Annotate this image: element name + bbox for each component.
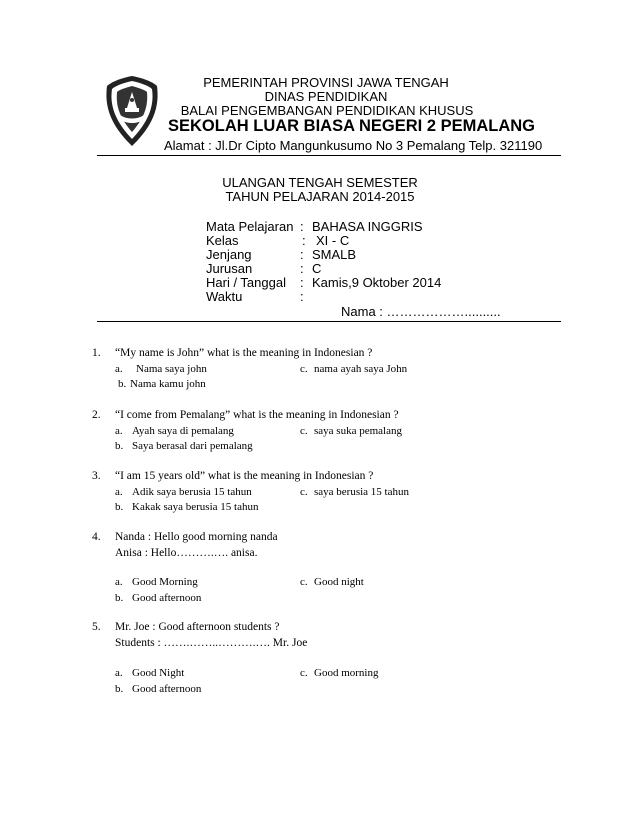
info-colon: : xyxy=(300,247,304,262)
question-text: Nanda : Hello good morning nanda xyxy=(115,531,278,543)
option-text: Nama saya john xyxy=(136,363,207,375)
option-text: saya suka pemalang xyxy=(314,425,402,437)
info-label: Waktu xyxy=(206,289,243,304)
option-letter: c. xyxy=(300,363,308,375)
letterhead-divider xyxy=(97,155,561,156)
letterhead-office: BALAI PENGEMBANGAN PENDIDIKAN KHUSUS xyxy=(180,103,474,118)
info-value: Kamis,9 Oktober 2014 xyxy=(312,275,442,290)
question-number: 2. xyxy=(92,409,101,421)
option-letter: c. xyxy=(300,425,308,437)
info-value: BAHASA INGGRIS xyxy=(312,219,423,234)
exam-title: ULANGAN TENGAH SEMESTER xyxy=(222,175,418,190)
option-letter: a. xyxy=(115,486,123,498)
option-text: Nama kamu john xyxy=(130,378,206,390)
info-label: Hari / Tanggal xyxy=(206,275,286,290)
question-text: Mr. Joe : Good afternoon students ? xyxy=(115,621,280,633)
option-letter: a. xyxy=(115,667,123,679)
option-letter: a. xyxy=(115,576,123,588)
option-letter: c. xyxy=(300,576,308,588)
option-letter: a. xyxy=(115,425,123,437)
question-text: Students : …….……..……….…. Mr. Joe xyxy=(115,637,308,649)
question-number: 4. xyxy=(92,531,101,543)
info-value: XI - C xyxy=(316,233,350,248)
exam-academic-year: TAHUN PELAJARAN 2014-2015 xyxy=(225,189,415,204)
option-letter: b. xyxy=(115,501,124,513)
option-text: Ayah saya di pemalang xyxy=(132,425,234,437)
info-label: Kelas xyxy=(206,233,239,248)
option-text: Adik saya berusia 15 tahun xyxy=(132,486,252,498)
provincial-seal-logo xyxy=(103,74,161,148)
option-text: Kakak saya berusia 15 tahun xyxy=(132,501,259,513)
letterhead-school-name: SEKOLAH LUAR BIASA NEGERI 2 PEMALANG xyxy=(168,117,535,135)
info-colon: : xyxy=(300,289,304,304)
option-letter: c. xyxy=(300,486,308,498)
letterhead-address: Alamat : Jl.Dr Cipto Mangunkusumo No 3 Pemalang Telp. 321190 xyxy=(164,138,543,153)
option-letter: c. xyxy=(300,667,308,679)
question-text: Anisa : Hello……….…. anisa. xyxy=(115,547,258,559)
info-value: SMALB xyxy=(312,247,357,262)
option-text: nama ayah saya John xyxy=(314,363,408,375)
letterhead-department: DINAS PENDIDIKAN xyxy=(264,89,388,104)
option-text: saya berusia 15 tahun xyxy=(314,486,409,498)
info-label: Jurusan xyxy=(206,261,253,276)
option-letter: b. xyxy=(115,592,124,604)
question-number: 1. xyxy=(92,347,101,359)
info-colon: : xyxy=(300,261,304,276)
info-colon: : xyxy=(300,219,304,234)
info-colon: : xyxy=(300,275,304,290)
question-number: 5. xyxy=(92,621,101,633)
info-colon: : xyxy=(302,233,306,248)
option-text: Good afternoon xyxy=(132,592,202,604)
option-text: Good night xyxy=(314,576,364,588)
option-letter: b. xyxy=(115,440,124,452)
option-text: Saya berasal dari pemalang xyxy=(132,440,253,452)
info-label: Jenjang xyxy=(206,247,252,262)
letterhead-government: PEMERINTAH PROVINSI JAWA TENGAH xyxy=(203,75,449,90)
option-letter: a. xyxy=(115,363,123,375)
student-name-field: Nama : ……………….......... xyxy=(341,304,501,319)
info-label: Mata Pelajaran xyxy=(206,219,294,234)
option-text: Good morning xyxy=(314,667,379,679)
question-text: “I am 15 years old” what is the meaning in Indonesian ? xyxy=(115,470,374,482)
question-text: “My name is John” what is the meaning in Indonesian ? xyxy=(115,347,373,359)
option-text: Good Morning xyxy=(132,576,198,588)
option-text: Good afternoon xyxy=(132,683,202,695)
question-text: “I come from Pemalang” what is the meaning in Indonesian ? xyxy=(115,409,399,421)
info-value: C xyxy=(312,261,322,276)
option-letter: b. xyxy=(115,683,124,695)
header-divider xyxy=(97,321,561,322)
question-number: 3. xyxy=(92,470,101,482)
option-letter: b. xyxy=(118,378,127,390)
option-text: Good Night xyxy=(132,667,185,679)
